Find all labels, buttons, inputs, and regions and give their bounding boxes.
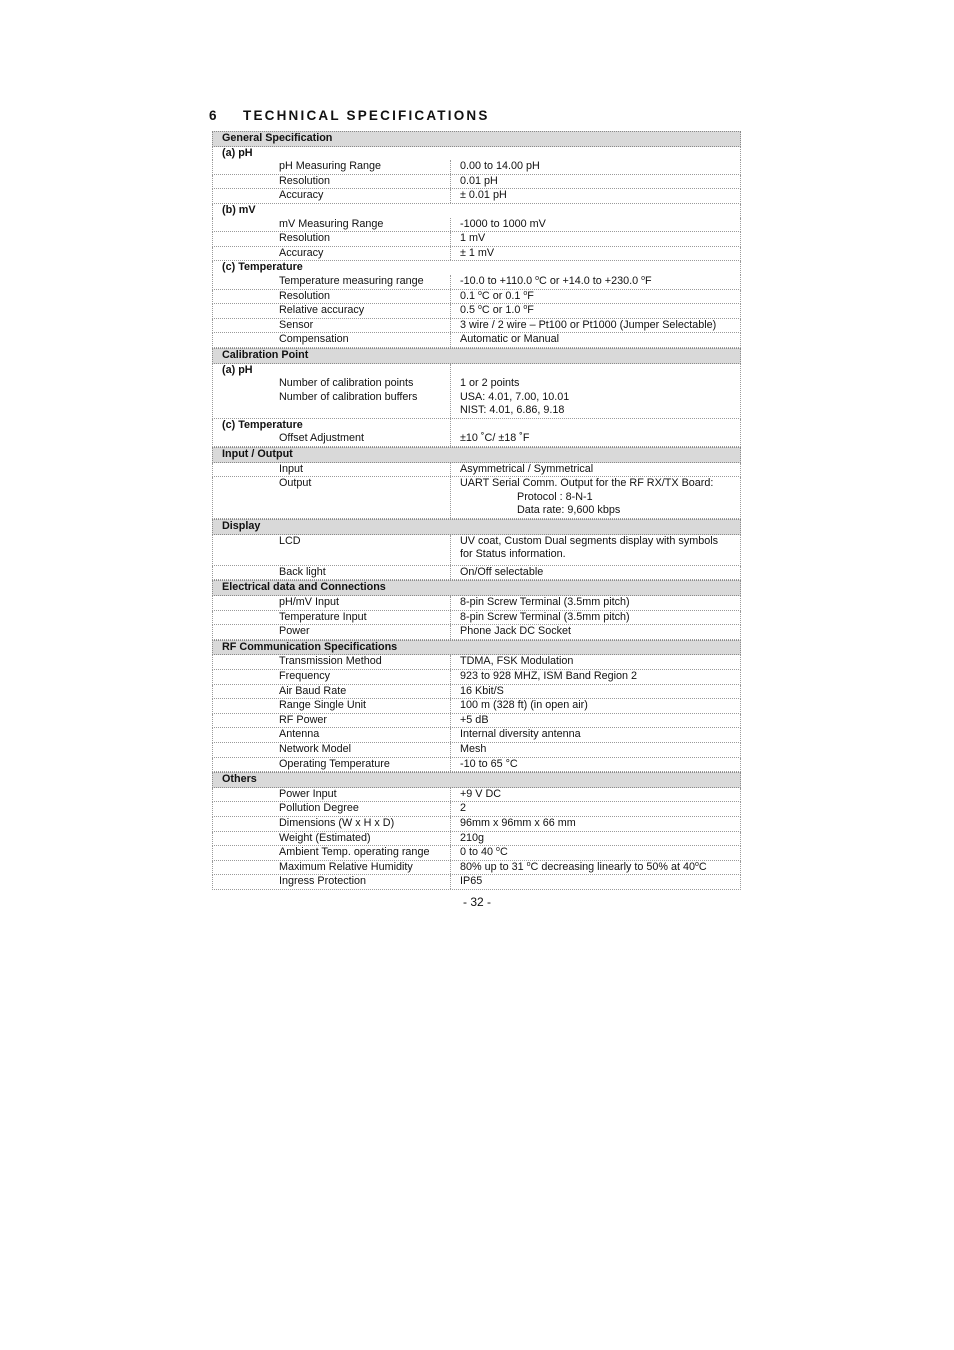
section-title: TECHNICAL SPECIFICATIONS xyxy=(243,108,490,123)
row-label: Offset Adjustment xyxy=(279,432,365,445)
table-row xyxy=(212,817,741,832)
section-display-header: Display xyxy=(212,519,741,535)
row-value: 0.00 to 14.00 pH xyxy=(460,160,540,173)
row-value: 16 Kbit/S xyxy=(460,684,504,697)
section-heading xyxy=(209,108,490,123)
row-value: 8-pin Screw Terminal (3.5mm pitch) xyxy=(460,610,630,623)
row-label: Frequency xyxy=(213,670,451,684)
section-electrical-header: Electrical data and Connections xyxy=(212,580,741,596)
row-value: NIST: 4.01, 6.86, 9.18 xyxy=(460,404,565,417)
table-row xyxy=(212,535,741,566)
table-row xyxy=(212,189,741,204)
row-label: Sensor xyxy=(213,319,451,333)
table-row xyxy=(212,699,741,714)
row-label: Power xyxy=(213,625,451,639)
row-label: Operating Temperature xyxy=(213,758,451,772)
row-label: Output xyxy=(279,477,312,490)
row-value: -10.0 to +110.0 $^o$C or +14.0 to +230.0 $^o$F xyxy=(460,274,652,287)
row-value: UART Serial Comm. Output for the RF RX/TX Board: xyxy=(460,477,714,490)
row-value: 1 or 2 points xyxy=(460,377,520,390)
row-value: 80% up to 31 $^o$C decreasing linearly to 50% at 40$^o$C xyxy=(460,860,707,873)
row-label: Resolution xyxy=(213,290,451,304)
page-number: - 32 - xyxy=(462,895,491,909)
subsection-mv: (b) mV xyxy=(212,204,741,218)
table-row xyxy=(212,275,741,290)
row-label: Transmission Method xyxy=(213,655,451,669)
row-label: Compensation xyxy=(213,333,451,347)
row-label: Dimensions (W x H x D) xyxy=(213,817,451,831)
row-value: 2 xyxy=(460,802,467,815)
table-row xyxy=(212,218,741,233)
table-row xyxy=(212,596,741,611)
row-value: ± 1 mV xyxy=(460,246,495,259)
row-value: 923 to 928 MHZ, ISM Band Region 2 xyxy=(460,669,638,682)
row-value: -1000 to 1000 mV xyxy=(460,217,546,230)
row-value: +9 V DC xyxy=(460,787,502,800)
section-general-header: General Specification xyxy=(212,131,741,147)
row-label: Number of calibration points xyxy=(279,377,414,390)
row-label: pH/mV Input xyxy=(213,596,451,610)
row-value: 0 to 40 $^o$C xyxy=(460,846,508,859)
table-row xyxy=(212,175,741,190)
table-row xyxy=(212,463,741,478)
section-calibration-header: Calibration Point xyxy=(212,348,741,364)
row-value: Data rate: 9,600 kbps xyxy=(517,504,621,517)
table-row xyxy=(212,566,741,581)
subsection-temperature: (c) Temperature xyxy=(212,261,741,275)
row-value: for Status information. xyxy=(460,548,566,561)
row-value: Internal diversity antenna xyxy=(460,728,581,741)
row-value: 210g xyxy=(460,831,485,844)
row-label: Ingress Protection xyxy=(213,875,451,889)
table-row xyxy=(212,611,741,626)
row-value: Automatic or Manual xyxy=(460,333,560,346)
row-label: Temperature measuring range xyxy=(213,275,451,289)
row-label: Ambient Temp. operating range xyxy=(213,846,451,860)
table-row xyxy=(212,788,741,803)
section-others-header: Others xyxy=(212,772,741,788)
subsection-ph: (a) pH xyxy=(212,147,741,161)
spec-table xyxy=(212,131,741,890)
table-row xyxy=(212,670,741,685)
table-row xyxy=(212,832,741,847)
row-label: Resolution xyxy=(213,175,451,189)
table-row xyxy=(212,625,741,640)
table-row xyxy=(212,655,741,670)
row-value: IP65 xyxy=(460,875,483,888)
row-value: 96mm x 96mm x 66 mm xyxy=(460,816,576,829)
table-row xyxy=(212,685,741,700)
row-label: Accuracy xyxy=(213,247,451,261)
row-value: UV coat, Custom Dual segments display with symbols xyxy=(460,534,719,547)
subsection-cal-temperature: (c) Temperature xyxy=(222,418,303,431)
section-number: 6 xyxy=(209,108,219,123)
row-value: 0.01 pH xyxy=(460,174,498,187)
row-label: LCD xyxy=(279,534,301,547)
row-label: Maximum Relative Humidity xyxy=(213,861,451,875)
row-value: ±10 ˚C/ ±18 ˚F xyxy=(460,432,530,445)
row-label: pH Measuring Range xyxy=(213,160,451,174)
row-value: 100 m (328 ft) (in open air) xyxy=(460,699,588,712)
row-label: Resolution xyxy=(213,232,451,246)
table-row xyxy=(212,728,741,743)
row-value: On/Off selectable xyxy=(460,565,544,578)
table-row xyxy=(212,160,741,175)
row-label: Antenna xyxy=(213,728,451,742)
row-value: TDMA, FSK Modulation xyxy=(460,655,574,668)
row-value: 3 wire / 2 wire – Pt100 or Pt1000 (Jumper Selectable) xyxy=(460,318,717,331)
row-label: Air Baud Rate xyxy=(213,685,451,699)
table-row xyxy=(212,758,741,773)
row-value: 8-pin Screw Terminal (3.5mm pitch) xyxy=(460,596,630,608)
row-value: -10 to 65 °C xyxy=(460,757,518,770)
row-value: Mesh xyxy=(460,742,487,755)
row-label: Weight (Estimated) xyxy=(213,832,451,846)
row-label: mV Measuring Range xyxy=(213,218,451,232)
row-label: Number of calibration buffers xyxy=(279,390,418,403)
row-value: 0.1 $^o$C or 0.1 $^o$F xyxy=(460,289,534,302)
row-label: Relative accuracy xyxy=(213,304,451,318)
subsection-cal-ph: (a) pH xyxy=(222,363,253,376)
row-label: Power Input xyxy=(213,788,451,802)
row-value: +5 dB xyxy=(460,713,489,726)
row-value: 0.5 $^o$C or 1.0 $^o$F xyxy=(460,304,534,317)
row-label: Input xyxy=(213,463,451,477)
section-rf-header: RF Communication Specifications xyxy=(212,640,741,656)
table-row xyxy=(212,477,741,519)
table-row xyxy=(212,875,741,890)
row-label: RF Power xyxy=(213,714,451,728)
row-value: Asymmetrical / Symmetrical xyxy=(460,462,594,475)
row-label: Network Model xyxy=(213,743,451,757)
table-row xyxy=(212,714,741,729)
row-value: ± 0.01 pH xyxy=(460,189,507,202)
row-label: Range Single Unit xyxy=(213,699,451,713)
table-row xyxy=(212,319,741,334)
table-row xyxy=(212,846,741,861)
table-row xyxy=(212,333,741,348)
row-value: USA: 4.01, 7.00, 10.01 xyxy=(460,390,570,403)
table-row xyxy=(212,861,741,876)
row-value: Protocol : 8-N-1 xyxy=(517,490,593,503)
row-value: 1 mV xyxy=(460,232,486,245)
table-row xyxy=(212,419,741,447)
row-label: Temperature Input xyxy=(213,611,451,625)
section-io-header: Input / Output xyxy=(212,447,741,463)
table-row xyxy=(212,232,741,247)
table-row xyxy=(212,802,741,817)
row-label: Accuracy xyxy=(213,189,451,203)
table-row xyxy=(212,743,741,758)
table-row xyxy=(212,304,741,319)
table-row xyxy=(212,290,741,305)
row-label: Pollution Degree xyxy=(213,802,451,816)
table-row xyxy=(212,247,741,262)
row-value: Phone Jack DC Socket xyxy=(460,625,572,638)
table-row xyxy=(212,364,741,419)
row-label: Back light xyxy=(213,566,451,580)
